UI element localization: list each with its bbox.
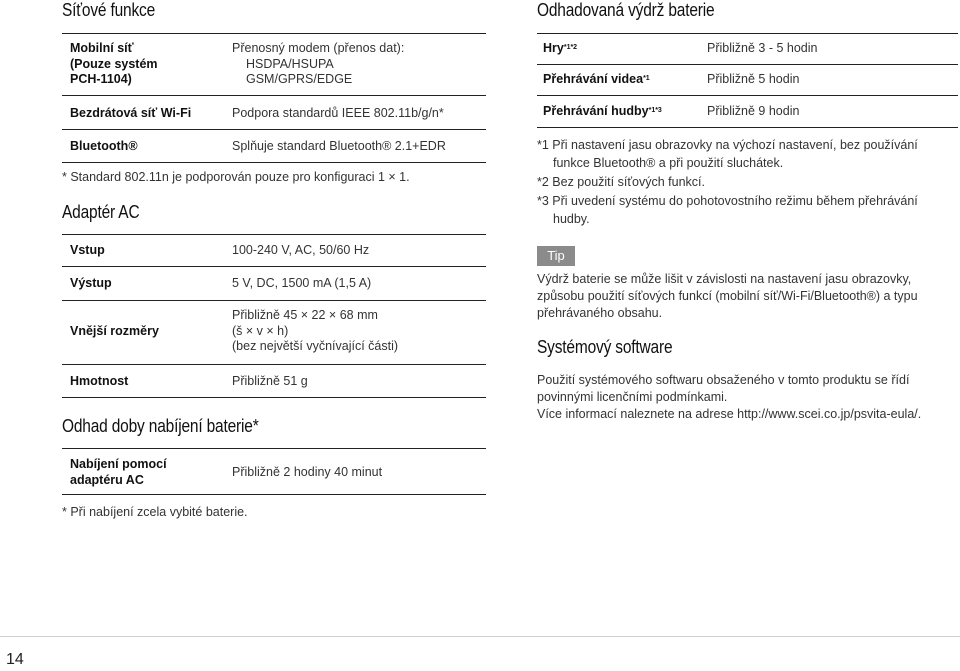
music-label: Přehrávání hudby$^{*1*3}$: [543, 104, 662, 118]
output-label: Výstup: [70, 276, 112, 290]
system-software-heading: Systémový software: [537, 337, 673, 357]
divider: [62, 33, 486, 34]
video-label: Přehrávání videa$^{*1}$: [543, 72, 650, 86]
output-value: 5 V, DC, 1500 mA (1,5 A): [232, 276, 372, 290]
tip-text-line: způsobu použití síťových funkcí (mobilní síť/Wi-Fi/Bluetooth®) a typu: [537, 289, 918, 303]
divider: [62, 95, 486, 96]
charging-footnote: * Při nabíjení zcela vybité baterie.: [62, 505, 248, 519]
bluetooth-label: Bluetooth®: [70, 139, 138, 153]
games-value: Přibližně 3 - 5 hodin: [707, 41, 818, 55]
divider: [62, 162, 486, 163]
wifi-value: Podpora standardů IEEE 802.11b/g/n*: [232, 106, 444, 120]
divider: [537, 33, 958, 34]
divider: [62, 397, 486, 398]
battery-footnote-3-cont: hudby.: [553, 212, 590, 226]
input-label: Vstup: [70, 243, 105, 257]
network-footnote: * Standard 802.11n je podporován pouze pro konfiguraci 1 × 1.: [62, 170, 410, 184]
tip-text-line: přehrávaného obsahu.: [537, 306, 663, 320]
tip-text-line: Výdrž baterie se může lišit v závislosti na nastavení jasu obrazovky,: [537, 272, 912, 286]
divider: [62, 234, 486, 235]
charging-time-heading: Odhad doby nabíjení baterie*: [62, 416, 259, 436]
battery-footnote-2: *2 Bez použití síťových funkcí.: [537, 175, 705, 189]
ac-adapter-heading: Adaptér AC: [62, 202, 140, 222]
weight-label: Hmotnost: [70, 374, 129, 388]
weight-value: Přibližně 51 g: [232, 374, 308, 388]
dimensions-label: Vnější rozměry: [70, 324, 159, 338]
software-text-line: povinnými licenčními podmínkami.: [537, 390, 728, 404]
divider: [62, 129, 486, 130]
divider: [537, 127, 958, 128]
software-text-line: Použití systémového softwaru obsaženého v tomto produktu se řídí: [537, 373, 910, 387]
divider: [62, 364, 486, 365]
divider: [62, 494, 486, 495]
divider: [62, 300, 486, 301]
mobile-network-label: Mobilní síť (Pouze systém PCH-1104): [70, 41, 158, 86]
charging-ac-label: Nabíjení pomocí adaptéru AC: [70, 457, 167, 487]
page-footer-rule: [0, 636, 960, 637]
battery-footnote-1: *1 Při nastavení jasu obrazovky na výchozí nastavení, bez používání: [537, 138, 918, 152]
dimensions-value: Přibližně 45 × 22 × 68 mm (š × v × h) (bez největší vyčnívající části): [232, 308, 399, 353]
input-value: 100-240 V, AC, 50/60 Hz: [232, 243, 370, 257]
battery-life-heading: Odhadovaná výdrž baterie: [537, 0, 715, 20]
bluetooth-value: Splňuje standard Bluetooth® 2.1+EDR: [232, 139, 446, 153]
divider: [537, 64, 958, 65]
divider: [62, 448, 486, 449]
video-value: Přibližně 5 hodin: [707, 72, 800, 86]
divider: [62, 266, 486, 267]
battery-footnote-3: *3 Při uvedení systému do pohotovostního režimu během přehrávání: [537, 194, 918, 208]
charging-ac-value: Přibližně 2 hodiny 40 minut: [232, 465, 383, 479]
games-label: Hry$^{*1*2}$: [543, 41, 578, 55]
music-value: Přibližně 9 hodin: [707, 104, 800, 118]
network-functions-heading: Síťové funkce: [62, 0, 156, 20]
software-text-line: Více informací naleznete na adrese http://www.scei.co.jp/psvita-eula/.: [537, 407, 922, 421]
divider: [537, 95, 958, 96]
page-number: 14: [6, 651, 24, 668]
mobile-network-value: Přenosný modem (přenos dat): HSDPA/HSUPA GSM/GPRS/EDGE: [232, 41, 405, 86]
battery-footnote-1-cont: funkce Bluetooth® a při použití sluchátek.: [553, 156, 784, 170]
wifi-label: Bezdrátová síť Wi-Fi: [70, 106, 192, 120]
tip-badge: Tip: [537, 246, 575, 266]
